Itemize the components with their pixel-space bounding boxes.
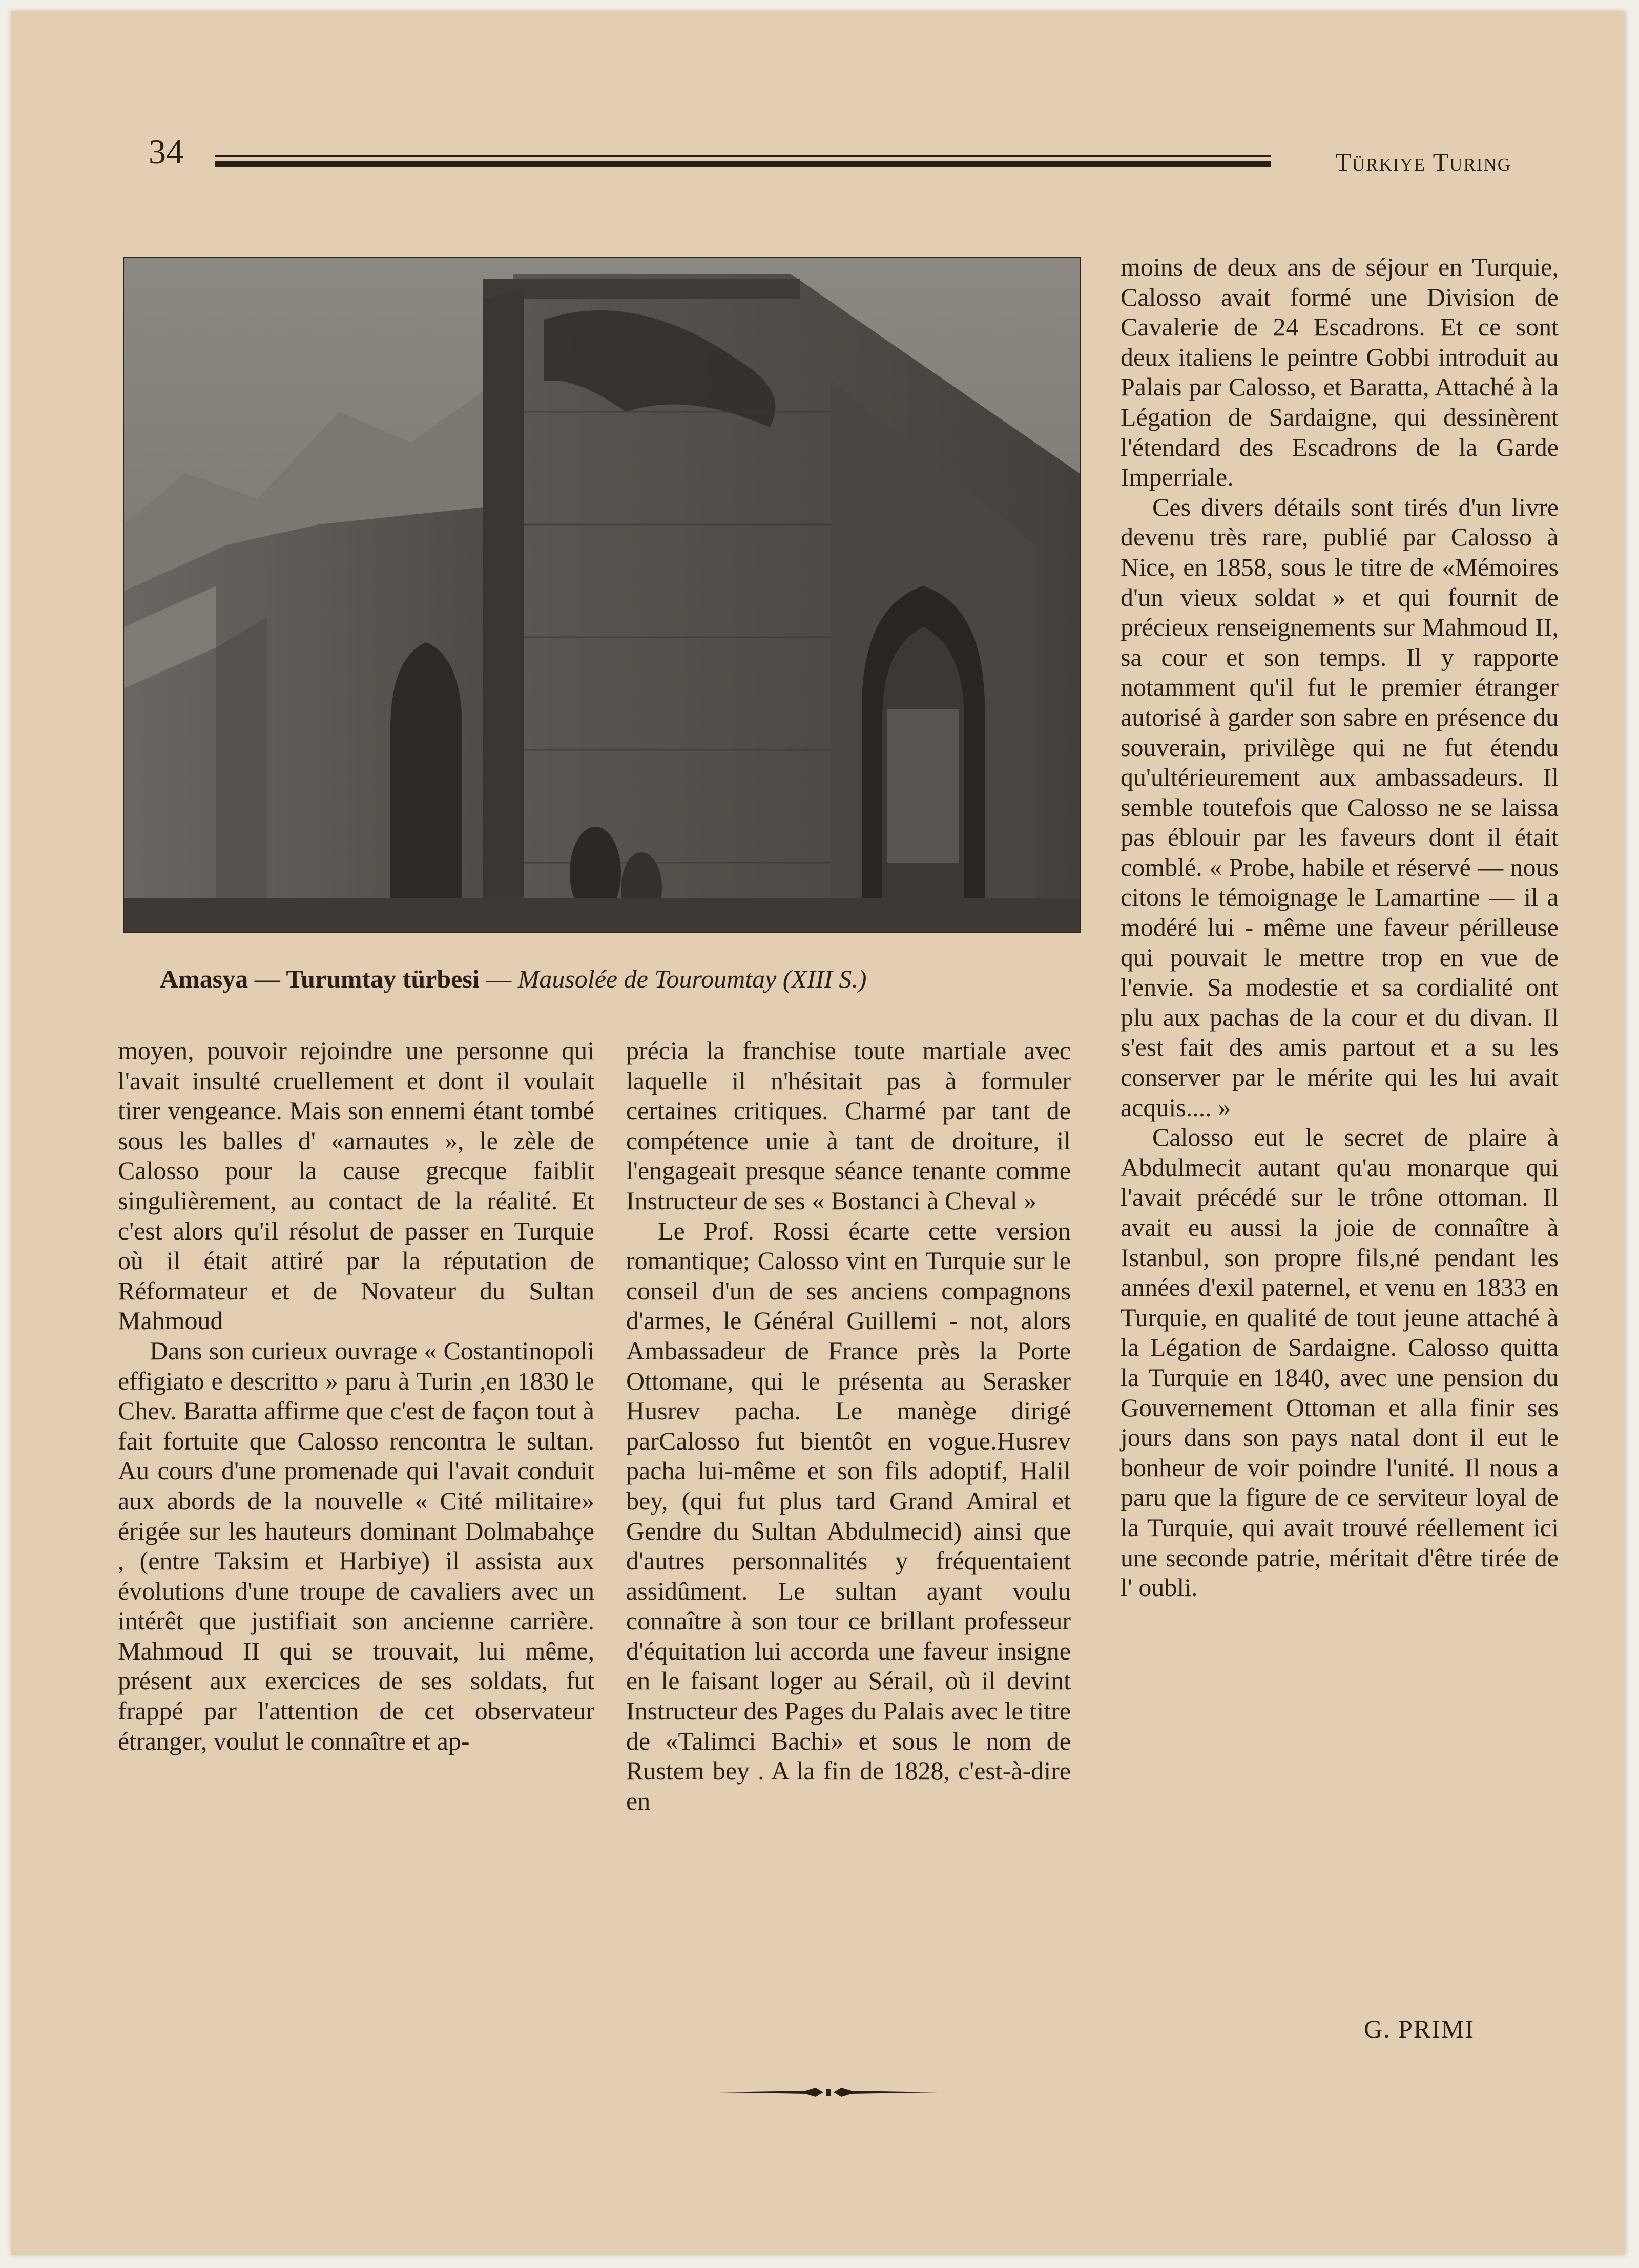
page-number: 34	[149, 132, 183, 171]
caption-separator: —	[479, 964, 518, 993]
paragraph: Le Prof. Rossi écarte cette version romantique; Calosso vint en Turquie sur le conseil d'un de ses anciens compagnons d'armes, le Général Guillemi - not, alors Ambassadeur de France près la Porte Ottomane, qui le présenta au Serasker Husrev pacha. Le manège dirigé parCalosso fut bientôt en vogue.Husrev pacha lui-même et son fils adoptif, Halil bey, (qui fut plus tard Grand Amiral et Gendre du Sultan Abdulmecid) ainsi que d'autres personnalités y fréquentaient assidûment. Le sultan ayant voulu connaître à son tour ce brillant professeur d'équitation lui accorda une faveur insigne en le faisant loger au Sérail, où il devint Instructeur des Pages du Palais avec le titre de «Talimci Bachi» et sous le nom de Rustem bey . A la fin de 1828, c'est-à-dire en	[626, 1216, 1071, 1815]
caption-description: Mausolée de Touroumtay (XIII S.)	[517, 964, 867, 993]
end-ornament-divider	[718, 2085, 939, 2100]
photo-mausoleum	[123, 257, 1081, 933]
paragraph: Calosso eut le secret de plaire à Abdulmecit autant qu'au monarque qui l'avait précédé sur le trône ottoman. Il avait eu aussi la joie de connaître à Istanbul, son propre fils,né pendant les années d'exil paternel, et venu en 1833 en Turquie, en qualité de tout jeune attaché à la Légation de Sardaigne. Calosso quitta la Turquie en 1840, avec une pension du Gouvernement Ottoman et alla finir ses jours dans son pays natal dont il eut le bonheur de voir poindre l'unité. Il nous a paru que la figure de ce serviteur loyal de la Turquie, qui avait trouvé réellement ici une seconde patrie, méritait d'être tirée de l' oubli.	[1121, 1123, 1559, 1602]
text-column-left	[118, 1036, 594, 1756]
paragraph: Ces divers détails sont tirés d'un livre devenu très rare, publié par Calosso à Nice, en 1858, sous le titre de «Mémoires d'un vieux soldat » et qui fournit de précieux renseignements sur Mahmoud II, sa cour et son temps. Il y rapporte notamment qu'il fut le premier étranger autorisé à garder son sabre en présence du souverain, privilège qui ne fut étendu qu'ultérieurement aux ambassadeurs. Il semble toutefois que Calosso ne se laissa pas éblouir par les faveurs dont il était comblé. « Probe, habile et réservé — nous citons le témoignage le Lamartine — il a modéré lui - même une faveur périlleuse qui pouvait le mettre trop en vue de l'envie. Sa modestie et sa cordialité ont plu aux pachas de la cour et du divan. Il s'est fait des amis partout et a su les conserver par le mérite qui les lui avait acquis.... »	[1121, 492, 1559, 1122]
author-signature: G. PRIMI	[1364, 2014, 1475, 2043]
journal-title: Türkiye Turing	[1335, 148, 1511, 176]
caption-location: Amasya — Turumtay türbesi	[160, 964, 480, 993]
mausoleum-photo-illustration	[124, 258, 1080, 932]
paragraph: précia la franchise toute martiale avec laquelle il n'hésitait pas à formuler certaines critiques. Charmé par tant de compétence unie à tant de droiture, il l'engageait presque séance tenante comme Instructeur de ses « Bostanci à Cheval »	[626, 1036, 1071, 1215]
text-column-middle	[626, 1036, 1071, 1816]
photo-caption	[160, 964, 1082, 994]
paragraph: Dans son curieux ouvrage « Costantinopoli effigiato e descritto » paru à Turin ,en 1830 le Chev. Baratta affirme que c'est de façon tout à fait fortuite que Calosso rencontra le sultan. Au cours d'une promenade qui l'avait conduit aux abords de la nouvelle « Cité militaire» érigée sur les hauteurs dominant Dolmabahçe , (entre Taksim et Harbiye) il assista aux évolutions d'une troupe de cavaliers avec un intérêt que justifiait son ancienne carrière. Mahmoud II qui se trouvait, lui même, présent aux exercices de ses soldats, fut frappé par l'attention de cet observateur étranger, voulut le connaître et ap-	[118, 1336, 594, 1755]
text-column-right	[1121, 252, 1559, 1603]
running-head	[143, 124, 1522, 185]
magazine-page	[11, 11, 1625, 2255]
header-rule-thin	[215, 155, 1271, 157]
paragraph: moins de deux ans de séjour en Turquie, Calosso avait formé une Division de Cavalerie de 24 Escadrons. Et ce sont deux italiens le peintre Gobbi introduit au Palais par Calosso, et Baratta, Attaché à la Légation de Sardaigne, qui dessinèrent l'étendard des Escadrons de la Garde Imperriale.	[1121, 253, 1559, 492]
header-rule-thick	[215, 161, 1271, 167]
paragraph: moyen, pouvoir rejoindre une personne qui l'avait insulté cruellement et dont il voulait tirer vengeance. Mais son ennemi étant tombé sous les balles d' «arnautes », le zèle de Calosso pour la cause grecque faiblit singulièrement, au contact de la réalité. Et c'est alors qu'il résolut de passer en Turquie où il était attiré par la réputation de Réformateur et de Novateur du Sultan Mahmoud	[118, 1036, 594, 1335]
